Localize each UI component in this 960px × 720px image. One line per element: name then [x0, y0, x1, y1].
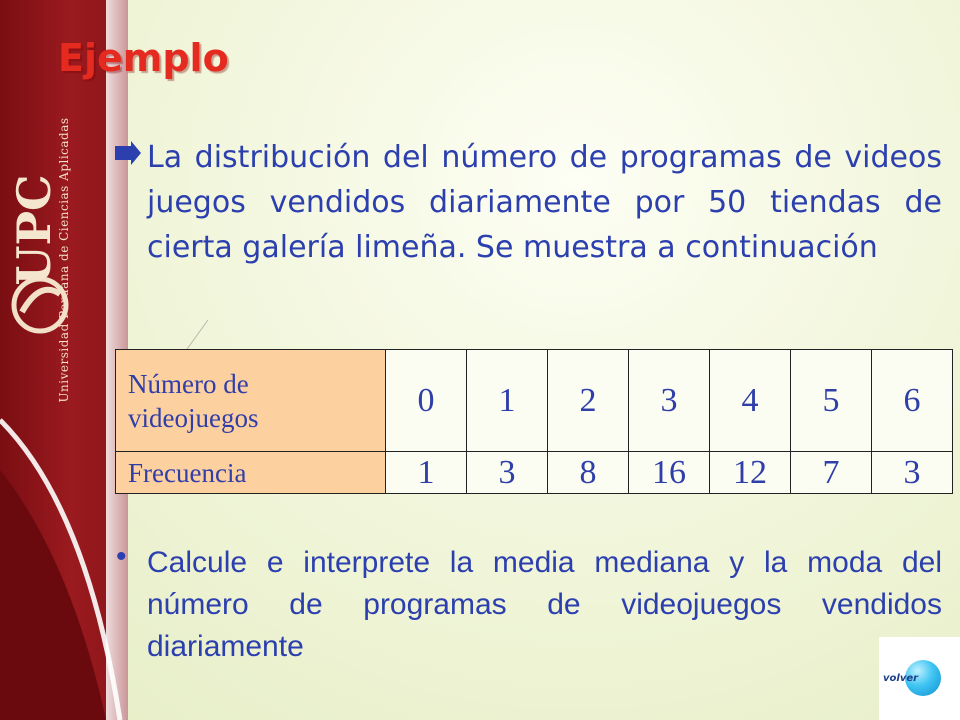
- logo-text: Universidad Peruana de Ciencias Aplicadas: [57, 117, 71, 403]
- value-cell: 5: [791, 350, 872, 452]
- value-cell: 1: [467, 350, 548, 452]
- table-row-values: [116, 350, 953, 452]
- arrow-bullet-icon: [113, 140, 143, 166]
- frequency-cell: 8: [548, 452, 629, 494]
- frequency-cell: 7: [791, 452, 872, 494]
- dot-bullet: •: [116, 540, 127, 573]
- logo-word: UPC: [7, 174, 61, 286]
- value-cell: 2: [548, 350, 629, 452]
- question-paragraph: Calcule e interprete la media mediana y la moda del número de programas de videojuegos vendidos diariamente: [147, 546, 942, 663]
- frequency-cell: 3: [872, 452, 953, 494]
- frequency-table: [115, 349, 953, 494]
- volver-button[interactable]: [879, 637, 960, 720]
- value-cell: 0: [386, 350, 467, 452]
- slide-title: Ejemplo: [58, 36, 229, 80]
- table-row-frequencies: [116, 452, 953, 494]
- value-cell: 3: [629, 350, 710, 452]
- value-cell: 6: [872, 350, 953, 452]
- frequency-cell: 3: [467, 452, 548, 494]
- volver-label: volver: [883, 673, 919, 684]
- row-header-frequency: Frecuencia: [116, 452, 386, 494]
- sidebar: [0, 0, 128, 720]
- intro-paragraph: La distribución del número de programas de videos juegos vendidos diariamente por 50 tiendas de cierta galería limeña. Se muestra a continuación: [147, 140, 942, 265]
- frequency-cell: 1: [386, 452, 467, 494]
- row-header-values: Número de videojuegos: [116, 350, 386, 452]
- frequency-cell: 16: [629, 452, 710, 494]
- value-cell: 4: [710, 350, 791, 452]
- frequency-cell: 12: [710, 452, 791, 494]
